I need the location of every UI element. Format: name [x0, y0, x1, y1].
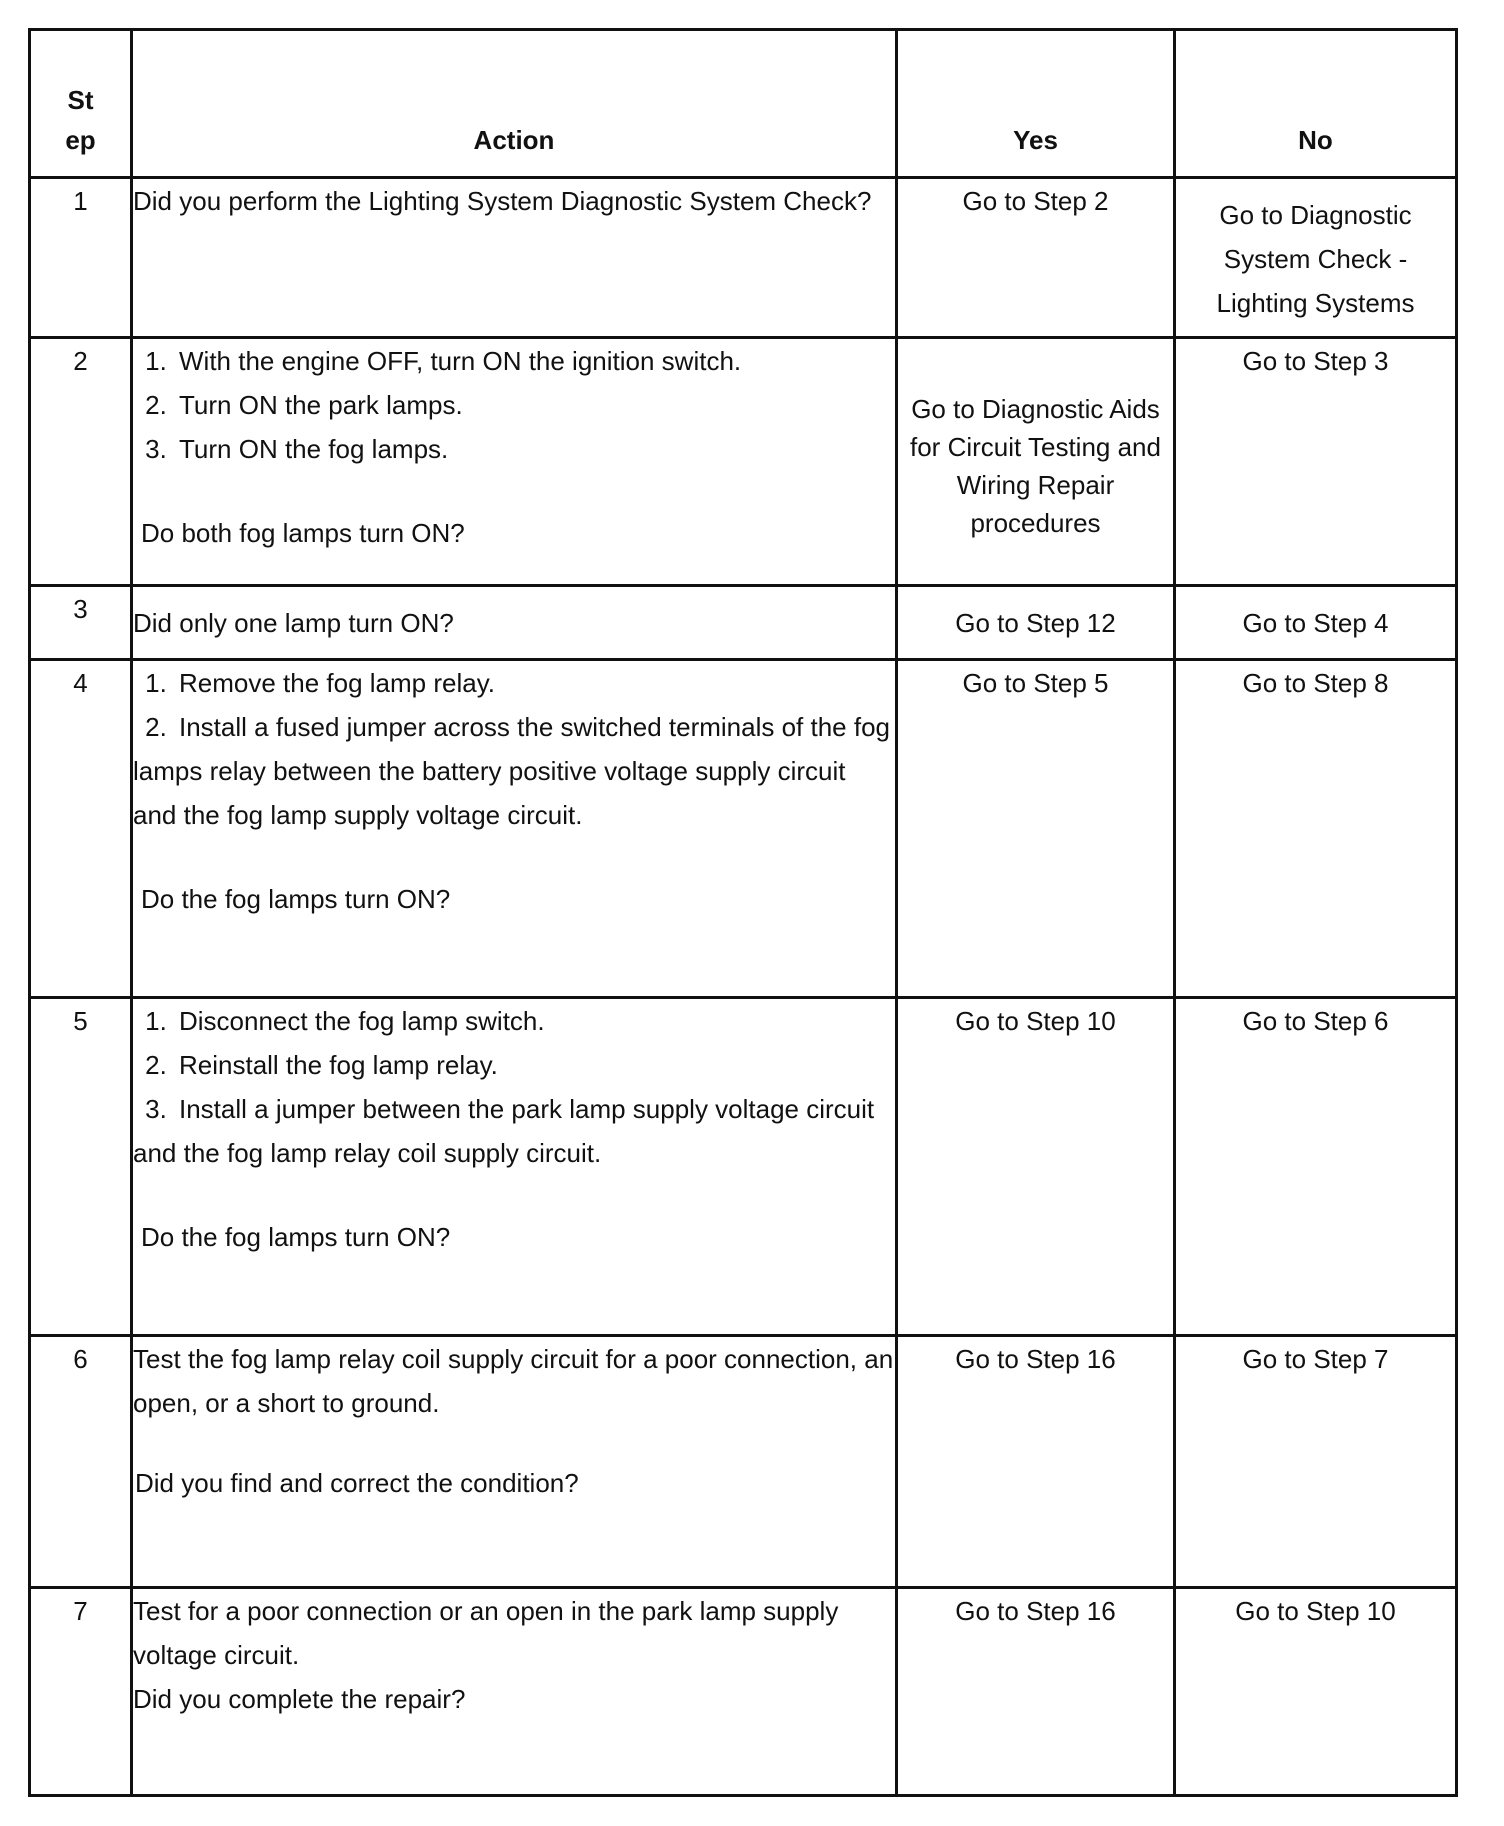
action-cell: [132, 178, 897, 338]
action-cell: [132, 660, 897, 998]
list-item: 3. Install a jumper between the park lamp supply voltage circuit and the fog lamp relay coil supply circuit.: [133, 1094, 875, 1168]
no-result: Go to Step 10: [1175, 1588, 1457, 1796]
action-question: Do the fog lamps turn ON?: [141, 1222, 451, 1252]
table-row: [30, 1588, 1457, 1796]
step-number: 4: [30, 660, 132, 998]
yes-result: Go to Step 16: [897, 1588, 1175, 1796]
list-item: 1. Disconnect the fog lamp switch.: [145, 1006, 545, 1036]
list-item: 1. Remove the fog lamp relay.: [145, 668, 495, 698]
step-number: 7: [30, 1588, 132, 1796]
action-question: Did you find and correct the condition?: [135, 1468, 579, 1498]
no-result: Go to Step 7: [1175, 1336, 1457, 1588]
step-number: 2: [30, 338, 132, 586]
action-steps: [133, 661, 895, 837]
list-item: 2. Install a fused jumper across the switched terminals of the fog lamps relay between the battery positive voltage supply circuit and the fog lamp supply voltage circuit.: [133, 712, 891, 830]
table-row: [30, 586, 1457, 660]
no-result: Go to Step 3: [1175, 338, 1457, 586]
action-steps: [133, 999, 895, 1175]
diagnostic-table: [28, 28, 1458, 1797]
action-cell: [132, 998, 897, 1336]
header-action: Action: [132, 30, 897, 178]
no-result: Go to Diagnostic System Check - Lighting Systems: [1175, 178, 1457, 338]
action-question: Do both fog lamps turn ON?: [141, 518, 465, 548]
step-number: 6: [30, 1336, 132, 1588]
header-step-label: Step: [65, 85, 96, 155]
header-no: No: [1175, 30, 1457, 178]
yes-result: Go to Step 2: [897, 178, 1175, 338]
table-row: [30, 178, 1457, 338]
action-cell: [132, 338, 897, 586]
action-cell: [132, 586, 897, 660]
action-question: Do the fog lamps turn ON?: [141, 884, 451, 914]
yes-result: Go to Step 10: [897, 998, 1175, 1336]
header-step: [30, 30, 132, 178]
action-steps: [133, 339, 895, 471]
action-cell: [132, 1588, 897, 1796]
step-number: 3: [30, 586, 132, 660]
list-item: 2. Reinstall the fog lamp relay.: [145, 1050, 498, 1080]
action-cell: [132, 1336, 897, 1588]
action-text: Test the fog lamp relay coil supply circuit for a poor connection, an open, or a short to ground.: [133, 1344, 894, 1418]
action-text: Did only one lamp turn ON?: [133, 607, 454, 638]
table-row: [30, 660, 1457, 998]
yes-result: Go to Step 5: [897, 660, 1175, 998]
action-text: Did you perform the Lighting System Diagnostic System Check?: [133, 186, 872, 216]
table-row: [30, 1336, 1457, 1588]
list-item: 3. Turn ON the fog lamps.: [145, 434, 449, 464]
table-row: [30, 338, 1457, 586]
yes-result: Go to Step 16: [897, 1336, 1175, 1588]
no-result: Go to Step 4: [1175, 586, 1457, 660]
table-row: [30, 998, 1457, 1336]
yes-result: Go to Step 12: [897, 586, 1175, 660]
header-yes: Yes: [897, 30, 1175, 178]
list-item: 1. With the engine OFF, turn ON the ignition switch.: [145, 346, 742, 376]
action-question: Did you complete the repair?: [133, 1684, 466, 1714]
step-number: 1: [30, 178, 132, 338]
yes-result: Go to Diagnostic Aids for Circuit Testing and Wiring Repair procedures: [897, 338, 1175, 586]
action-text: Test for a poor connection or an open in the park lamp supply voltage circuit.: [133, 1596, 839, 1670]
no-result: Go to Step 6: [1175, 998, 1457, 1336]
header-row: [30, 30, 1457, 178]
no-result: Go to Step 8: [1175, 660, 1457, 998]
list-item: 2. Turn ON the park lamps.: [145, 390, 463, 420]
step-number: 5: [30, 998, 132, 1336]
